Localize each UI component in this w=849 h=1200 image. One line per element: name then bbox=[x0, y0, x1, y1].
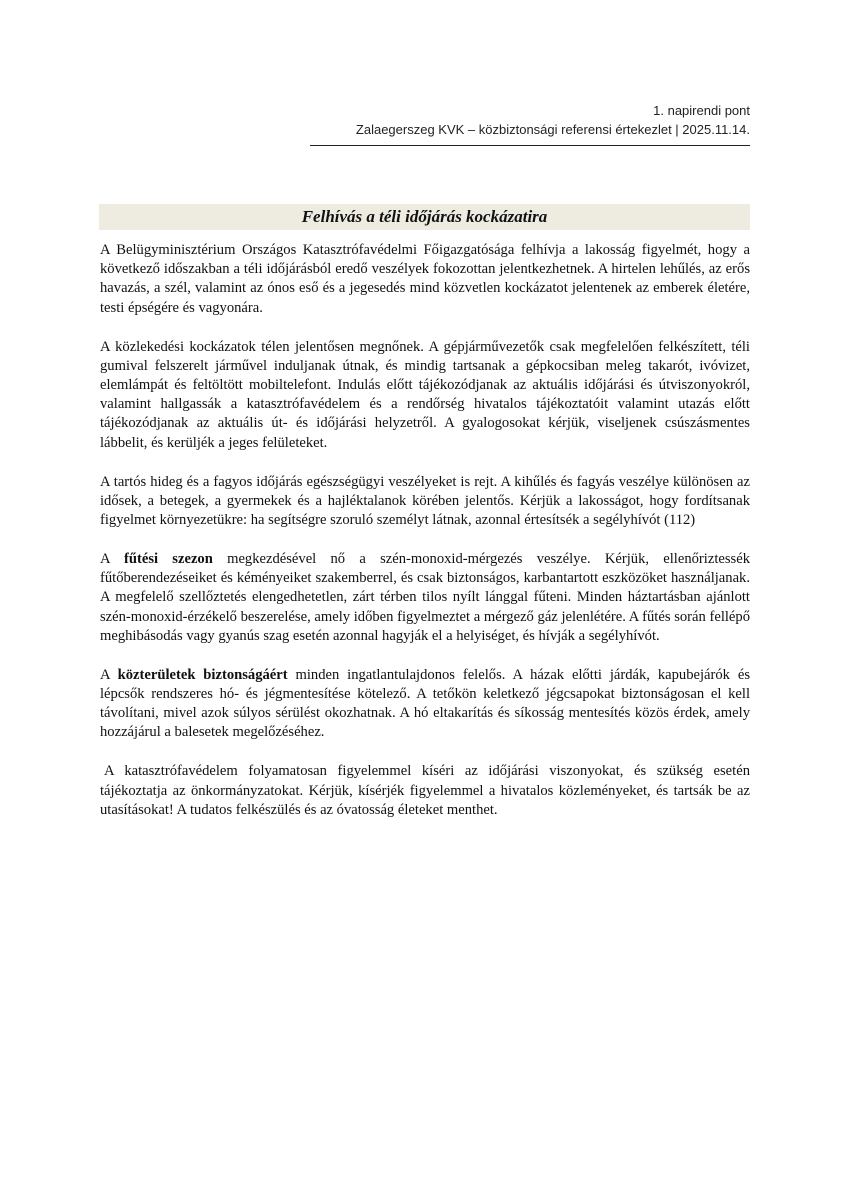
paragraph-traffic: A közlekedési kockázatok télen jelentősen megnőnek. A gépjárművezetők csak megfelelően felkészített, téli gumival felszerelt járművel induljanak útnak, és mindig tartsanak a gépkocsiban meleg takarót, ivóvizet, elemlámpát és feltöltött mobiltelefont. Indulás előtt tájékozódjanak az aktuális időjárási és útviszonyokról, valamint hallgassák a katasztrófavédelem és a rendőrség hivatalos tájékoztatóit valamint utazás előtt tájékozódjanak az aktuális út- és időjárási helyzetről. A gyalogosokat kérjük, viseljenek csúszásmentes lábbelit, és kerüljék a jeges felületeket. bbox=[100, 338, 750, 451]
text-span: A bbox=[100, 551, 124, 568]
page-header bbox=[310, 101, 750, 139]
document-title: Felhívás a téli időjárás kockázatira bbox=[99, 204, 750, 230]
paragraph-public-areas bbox=[100, 666, 750, 743]
paragraph-closing: A katasztrófavédelem folyamatosan figyelemmel kíséri az időjárási viszonyokat, és szükség esetén tájékoztatja az önkormányzatokat. Kérjük, kísérjék figyelemmel a hivatalos közleményeket, és tartsák be az utasításokat! A tudatos felkészülés és az óvatosság életeket menthet. bbox=[100, 763, 750, 818]
text-span: megkezdésével nő a szén-monoxid-mérgezés veszélye. Kérjük, ellenőriztessék fűtőberendezéseiket és kéményeiket szakemberrel, és csak biztonságos, karbantartott eszközöket használjanak. A megfelelő szellőztetés elengedhetetlen, zárt térben tilos nyílt lánggal fűteni. Minden háztartásban ajánlott szén-monoxid-érzékelő beszerelése, amely időben figyelmeztet a mérgező gáz jelenlétére. A fűtés során fellépő meghibásodás vagy gyanús szag esetén azonnal hagyják el a helyiséget, és hívják a segélyhívót. bbox=[100, 551, 750, 644]
agenda-item-label: 1. napirendi pont bbox=[653, 103, 750, 118]
document-body bbox=[100, 241, 750, 840]
heating-season-emphasis: fűtési szezon bbox=[124, 551, 213, 568]
paragraph-health: A tartós hideg és a fagyos időjárás egészségügyi veszélyeket is rejt. A kihűlés és fagyás veszélye különösen az idősek, a betegek, a gyermekek és a hajléktalanok körében jelentős. Kérjük a lakosságot, hogy fordítsanak figyelmet környezetükre: ha segítségre szoruló személyt látnak, azonnal értesítsék a segélyhívót (112) bbox=[100, 473, 750, 529]
paragraph-heating bbox=[100, 550, 750, 646]
header-rule bbox=[310, 145, 750, 146]
meeting-info: Zalaegerszeg KVK – közbiztonsági referensi értekezlet | 2025.11.14. bbox=[355, 122, 750, 137]
public-safety-emphasis: közterületek biztonságáért bbox=[117, 666, 288, 683]
text-span: minden ingatlantulajdonos felelős. A házak előtti járdák, kapubejárók és lépcsők rendszeres hó- és jégmentesítése kötelező. A tetőkön keletkező jégcsapokat biztonságosan el kell távolítani, mivel azok súlyos sérülést okozhatnak. A hó eltakarítás és síkosság mentesítés közös érdek, amely hozzájárul a balesetek megelőzéséhez. bbox=[100, 666, 750, 741]
text-span: A bbox=[100, 666, 118, 683]
paragraph-intro: A Belügyminisztérium Országos Katasztrófavédelmi Főigazgatósága felhívja a lakosság figyelmét, hogy a következő időszakban a téli időjárásból eredő veszélyek fokozottan jelentkezhetnek. A hirtelen lehűlés, az erős havazás, a szél, valamint az ónos eső és a jegesedés mind közvetlen kockázatot jelentenek az emberek életére, testi épségére és vagyonára. bbox=[100, 242, 750, 316]
